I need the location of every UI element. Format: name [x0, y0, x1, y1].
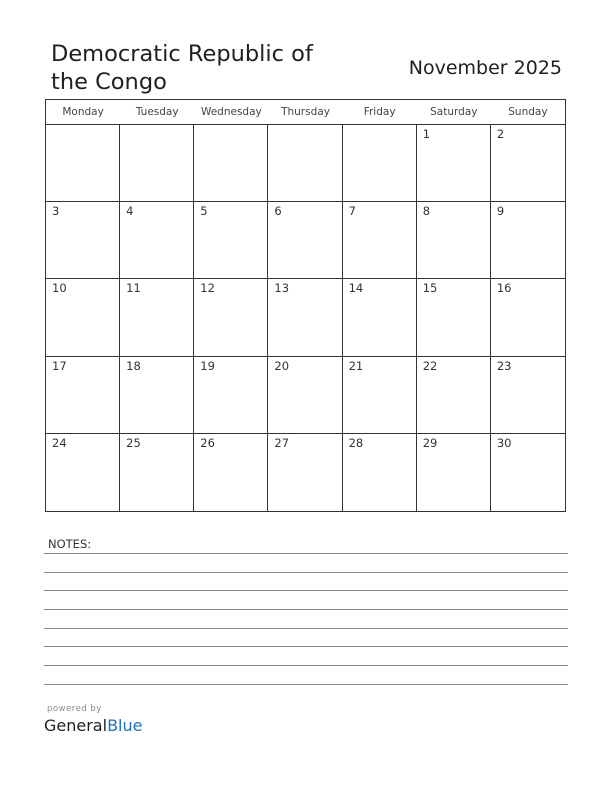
- note-line: [44, 553, 568, 554]
- day-cell: [46, 202, 120, 279]
- day-number: 16: [496, 281, 512, 296]
- day-cell: [194, 357, 268, 434]
- month-year-label: November 2025: [408, 57, 562, 79]
- day-cell: [268, 434, 342, 511]
- weekday-sunday: Sunday: [508, 106, 548, 118]
- day-cell: [194, 125, 268, 202]
- day-cell: [343, 434, 417, 511]
- day-cell: [46, 434, 120, 511]
- note-line: [44, 572, 568, 573]
- day-cell: [417, 279, 491, 356]
- day-cell: [417, 202, 491, 279]
- weekday-monday: Monday: [62, 106, 104, 118]
- day-number: 23: [496, 358, 512, 373]
- day-number: 5: [200, 204, 208, 219]
- day-cell: [268, 357, 342, 434]
- day-number: 13: [274, 281, 290, 296]
- day-cells: [46, 125, 565, 511]
- day-number: 6: [274, 204, 282, 219]
- day-cell: [120, 202, 194, 279]
- day-number: 8: [422, 204, 431, 219]
- weekday-wednesday: Wednesday: [200, 106, 262, 118]
- day-cell: [268, 202, 342, 279]
- weekday-header-row: [46, 100, 565, 125]
- day-number: 27: [274, 435, 290, 450]
- day-cell: [194, 434, 268, 511]
- day-number: 29: [422, 435, 438, 450]
- day-number: 12: [200, 281, 215, 296]
- day-cell: [46, 125, 120, 202]
- day-cell: [417, 125, 491, 202]
- day-cell: [194, 279, 268, 356]
- day-number: 26: [200, 435, 215, 450]
- day-number: 15: [422, 281, 438, 296]
- brand-general-text: General: [44, 716, 108, 735]
- day-cell: [120, 125, 194, 202]
- day-cell: [491, 357, 565, 434]
- day-cell: [268, 279, 342, 356]
- notes-label: NOTES:: [48, 537, 92, 551]
- day-number: 1: [422, 127, 431, 141]
- note-line: [44, 590, 568, 591]
- weekday-saturday: Saturday: [430, 106, 478, 118]
- day-cell: [491, 434, 565, 511]
- day-number: 24: [52, 435, 67, 450]
- day-number: 7: [348, 204, 356, 219]
- day-number: 18: [126, 358, 141, 373]
- day-number: 9: [496, 204, 505, 219]
- brand-blue-text: Blue: [107, 716, 143, 735]
- day-number: 3: [52, 204, 60, 219]
- day-cell: [46, 357, 120, 434]
- day-number: 28: [348, 435, 364, 450]
- day-number: 4: [126, 204, 134, 219]
- calendar-grid: [45, 99, 566, 512]
- day-cell: [343, 125, 417, 202]
- day-number: 11: [126, 281, 141, 296]
- day-cell: [194, 202, 268, 279]
- page-title: Democratic Republic of the Congo: [51, 41, 313, 95]
- day-cell: [46, 279, 120, 356]
- weekday-friday: Friday: [363, 106, 396, 118]
- day-number: 19: [200, 358, 215, 373]
- note-line: [44, 628, 568, 629]
- day-cell: [491, 125, 565, 202]
- day-cell: [120, 279, 194, 356]
- day-number: 25: [126, 435, 141, 450]
- note-line: [44, 684, 568, 685]
- day-number: 17: [52, 358, 67, 373]
- note-line: [44, 665, 568, 666]
- day-cell: [343, 279, 417, 356]
- weekday-thursday: Thursday: [281, 106, 330, 118]
- day-number: 14: [348, 281, 364, 296]
- day-cell: [343, 202, 417, 279]
- day-cell: [120, 357, 194, 434]
- note-line: [44, 609, 568, 610]
- day-number: 21: [348, 358, 364, 373]
- brand-logo: [44, 716, 142, 735]
- day-cell: [491, 202, 565, 279]
- day-cell: [417, 357, 491, 434]
- day-cell: [491, 279, 565, 356]
- day-cell: [120, 434, 194, 511]
- day-cell: [268, 125, 342, 202]
- day-cell: [343, 357, 417, 434]
- day-number: 2: [496, 127, 505, 141]
- day-number: 10: [52, 281, 67, 296]
- day-number: 22: [422, 358, 438, 373]
- powered-by-text: powered by: [47, 704, 102, 714]
- day-cell: [417, 434, 491, 511]
- day-number: 30: [496, 435, 512, 450]
- note-line: [44, 646, 568, 647]
- day-number: 20: [274, 358, 290, 373]
- weekday-tuesday: Tuesday: [135, 106, 179, 118]
